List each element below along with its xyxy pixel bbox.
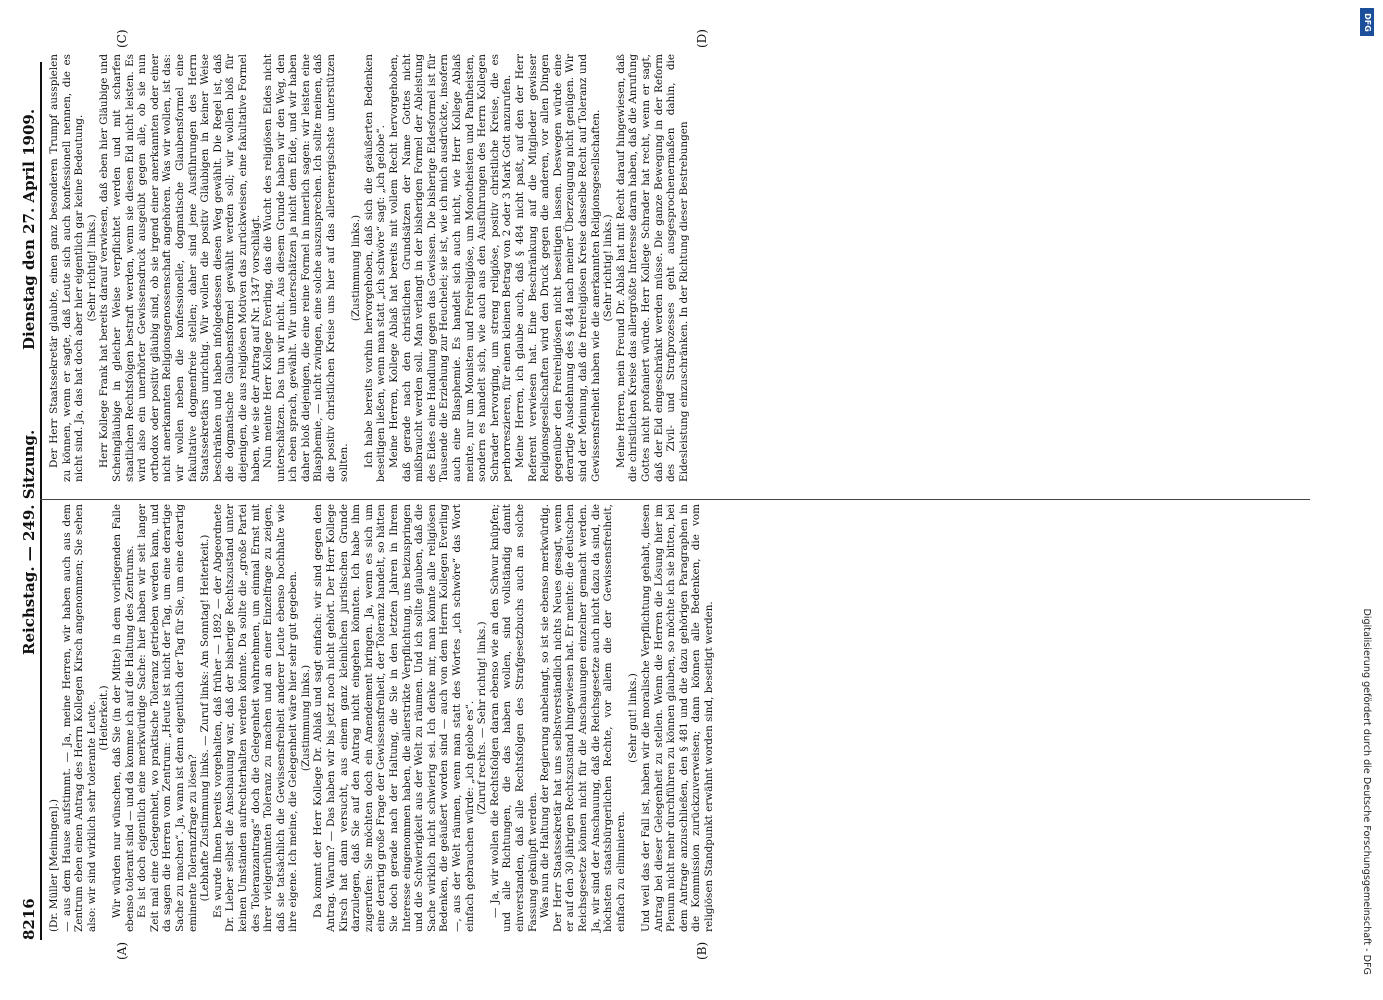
page-number: 8216 (20, 898, 38, 940)
paragraph: Meine Herren, mein Freund Dr. Ablaß hat mit Recht darauf hingewiesen, daß die christlichen Kreise das allergrößte Interesse daran haben, daß die Anrufung Gottes nicht profaniert würde. Herr Kollege Schrader hat recht, wenn er sagt, daß der Eid eingeschränkt werden müsse. Die ganze Bewegung in der Reform des Zivil- und Strafprozesses geht ausgesprochenermaßen dahin, die Eidesleistung einzuschränken. In der Richtung dieser Bestrebungen (614, 54, 690, 482)
paragraph: Es ist doch eigentlich eine merkwürdige Sache: hier haben wir seit langer Zeit mal eine Gelegenheit, wo praktische Toleranz getrieben werden kann, und da sagen die Herren vom Zentrum: „Heute ist nicht der Tag, um eine derartige Sache zu machen“. Ja, wann ist denn eigentlich der Tag für Sie, um eine derartig eminente Toleranzfrage zu lösen? (136, 504, 199, 932)
interjection: (Heiterkeit.) (98, 685, 111, 751)
paragraph: Und weil das der Fall ist, haben wir die moralische Verpflichtung gehabt, diesen Antrag bei dieser Gelegenheit zu stellen. Wenn die Herren die Lösung hier im Plenum nicht mehr durchführen zu können glauben, so möchte ich sie bitten, bei dem Antrage anzuschließen, den § 481 und die dazu gehörigen Paragraphen in die Kommission zurückzuverweisen; dann können alle Bedenken, die vom religiösen Standpunkt erwähnt worden sind, beseitigt werden. (639, 504, 715, 932)
margin-letter-c: (C) (115, 29, 129, 48)
interjection: (Sehr richtig! links.) (602, 214, 615, 322)
left-text-column (48, 504, 715, 932)
interjection: (Zustimmung links.) (350, 214, 363, 322)
interjection: (Lebhafte Zustimmung links. — Zuruf links: Am Sonntag! Heiterkeit.) (199, 534, 212, 902)
header-title-right: Dienstag den 27. April 1909. (20, 108, 38, 350)
paragraph: Nun meinte Herr Kollege Everling, das die Wucht des religiösen Eides nicht unterschätzen. Das tun wir nicht. Aus diesem Grunde haben wir den Weg, den ich eben sprach, gewählt. Wir unterschätzen ja nicht dem Eide, und wir haben daher bloß diejenigen, die eine reine Formel in innerlich sagen: wir leisten eine Blasphemie, — nicht zwingen, eine solche auszusprechen. Ich sollte meinen, daß die positiv christlichen Kreise uns hier auf das allerenergischste unterstützen sollten. (262, 54, 350, 482)
speaker-label: (Dr. Müller [Meiningen].) (48, 799, 60, 932)
paragraph: Herr Kollege Frank hat bereits darauf verwiesen, daß eben hier Gläubige und Scheingläubige in gleicher Weise verpflichtet werden und mit scharfen staatlichen Rechtsfolgen bestraft werden, wenn sie diesen Eid nicht leisten. Es wird also ein unerhörter Gewissensdruck ausgeübt gegen alle, ob sie nun orthodox oder positiv gläubig sind, ob sie irgend einer anerkannten oder einer nicht anerkannten Religionsgenossenschaft angehören. Was wir wollen, ist das: wir wollen neben die konfessionelle, dogmatische Glaubensformel eine fakultative dogmenfreie stellen; daher sind jene Ausführungen des Herrn Staatssekretärs unrichtig. Wir wollen die positiv Gläubigen in keiner Weise beschränken und haben infolgedessen diesen Weg gewählt. Die Regel ist, daß die dogmatische Glaubensformel gewählt werden soll; wir wollen bloß für diejenigen, die aus religiösen Motiven das zurückweisen, eine fakultative Formel haben, wie sie der Antrag auf Nr. 1347 vorschlägt. (98, 54, 262, 482)
margin-letter-d: (D) (695, 29, 709, 48)
credit-text: Digitalisierung gefördert durch die Deutsche Forschungsgemeinschaft - DFG (1361, 608, 1372, 975)
column-divider (40, 499, 1310, 500)
paragraph: Meine Herren, ich glaube auch, daß § 484 nicht paßt, auf den der Herr Referent verwiesen hat. Eine Beschränkung auf die Mitglieder gewisser Religionsgesellschaften wird den Druck gegen die anderen, vor allen Dingen gegenüber den Freireligiösen nicht beseitigen lassen. Deswegen würde eine derartige Ausdehnung des § 484 nach meiner Überzeugung nicht genügen. Wir sind der Meinung, daß die freireligiösen Kreise dasselbe Recht auf Toleranz und Gewissensfreiheit haben wie die anerkannten Religionsgesellschaften. (513, 54, 602, 482)
paragraph: Ich habe bereits vorhin hervorgehoben, daß sich die geäußerten Bedenken beseitigen ließen, wenn man statt „ich schwöre“ sagt: „ich gelobe“. (362, 54, 388, 482)
interjection: (Sehr richtig! links.) (85, 214, 98, 322)
paragraph: Wir würden nur wünschen, daß Sie (in der Mitte) in dem vorliegenden Falle ebenso tolerant sind — und da komme ich auf die Haltung des Zentrums. (110, 504, 136, 932)
margin-letter-a: (A) (115, 941, 129, 960)
digitization-credit (1348, 25, 1378, 975)
paragraph: Es wurde Ihnen bereits vorgehalten, daß früher — 1892 — der Abgeordnete Dr. Lieber selbst die Anschauung war, daß der bisherige Rechtszustand unter keinen Umständen aufrechterhalten werden könnte. Da sollte die „große Partei des Toleranzantrags“ doch die Gelegenheit wahrnehmen, um einmal Ernst mit ihrer vielgerühmten Toleranz zu machen und an einer Einzelfrage zu zeigen, daß sie tatsächlich die Gewissensfreiheit anderer Leute ebenso hochhalte wie ihre eigene. Ich meine, die Gelegenheit wäre hier sehr gut gegeben. (211, 504, 300, 932)
dfg-logo: DFG (1360, 8, 1374, 36)
paragraph: Da kommt der Herr Kollege Dr. Ablaß und sagt einfach: wir sind gegen den Antrag. Warum? — Das haben wir bis jetzt noch nicht gehört. Der Herr Kollege Kirsch hat dann versucht, aus einem ganz kleinlichen juristischen Grunde darzulegen, daß Sie auf den Antrag nicht eingehen könnten. Ich habe ihm zugerufen: Sie möchten doch ein Amendement bringen. Ja, wenn es sich um eine derartig große Frage der Gewissensfreiheit, der Toleranz handelt, so hätten Sie doch gerade nach der Haltung, die Sie in den letzten Jahren in Ihrem Interesse eingenommen haben, die allerstrikte Verpflichtung, uns beizuspringen und die Schwierigkeit aus der Welt zu räumen. Und ich sollte glauben, daß die Sache wirklich nicht schwierig sei. Ich denke mir, man könnte alle religiösen Bedenken, die geäußert worden sind — auch von dem Herrn Kollegen Everling —, aus der Welt räumen, wenn man statt des Wortes „ich schwöre“ das Wort einfach gebrauchen würde: „ich gelobe es“. (312, 504, 476, 932)
right-text-column (48, 54, 690, 482)
interjection: (Zustimmung links.) (299, 664, 312, 772)
interjection: (Sehr gut! links.) (627, 673, 640, 763)
page-header (12, 62, 42, 940)
header-title-left: Reichstag. — 249. Sitzung. (20, 429, 38, 655)
margin-letter-b: (B) (695, 941, 709, 960)
paragraph: Was nun die Haltung der Regierung anbelangt, so ist sie ebenso merkwürdig. Der Herr Staatssekretär hat uns selbstverständlich nichts Neues gesagt, wenn er auf den 30 jährigen Rechtszustand hingewiesen hat. Er meinte: die deutschen Reichsgesetze können nicht für die Anschauungen einzelner gemacht werden. Ja, wir sind der Anschauung, daß die Reichsgesetze auch nicht dazu da sind, die höchsten staatsbürgerlichen Rechte, vor allem die der Gewissensfreiheit, einfach zu eliminieren. (539, 504, 627, 932)
interjection: (Zuruf rechts. — Sehr richtig! links.) (476, 621, 489, 815)
paragraph: — Ja, wir wollen die Rechtsfolgen daran ebenso wie an den Schwur knüpfen; und alle Richtungen, die das haben wollen, sind vollständig damit einverstanden, daß alle Rechtsfolgen des Strafgesetzbuchs auch an solche Fassung geknüpft werden. (488, 504, 539, 932)
paragraph: Der Herr Staatssekretär glaubte, einen ganz besonderen Trumpf ausspielen zu können, wenn er sagte, daß Leute sich auch konfessionell nennen, die es nicht sind. Ja, das hat doch aber hier eigentlich gar keine Bedeutung. (48, 54, 86, 482)
header-rule (40, 62, 42, 940)
paragraph: Meine Herren, Kollege Ablaß hat bereits mit vollem Recht hervorgehoben, daß gerade nach den christlichen Grundsätzen der Name Gottes nicht mißbraucht werden soll. Man verlangt in der bisherigen Formel der Ableistung des Eides eine Handlung gegen das Gewissen. Die bisherige Eidesformel ist für Tausende die Erziehung zur Heuchelei; sie ist, wie ich mich ausdrückte, insofern auch eine Blasphemie. Es handelt sich auch nicht, wie Herr Kollege Ablaß meinte, nur um Monisten und Freireligiöse, um Monotheisten und Pantheisten, sondern es handelt sich, wie auch aus den Ausführungen des Herrn Kollegen Schrader hervorging, um streng religiöse, positiv christliche Kreise, die es perhorreszieren, für einen kleinen Betrag von 2 oder 3 Mark Gott anzurufen. (388, 54, 514, 482)
paragraph: — aus dem Hause aufstimmt. — Ja, meine Herren, wir haben auch aus dem Zentrum eben einen Antrag des Herrn Kollegen Kirsch angenommen; Sie sehen also: wir sind wirklich sehr tolerante Leute. (60, 504, 98, 932)
